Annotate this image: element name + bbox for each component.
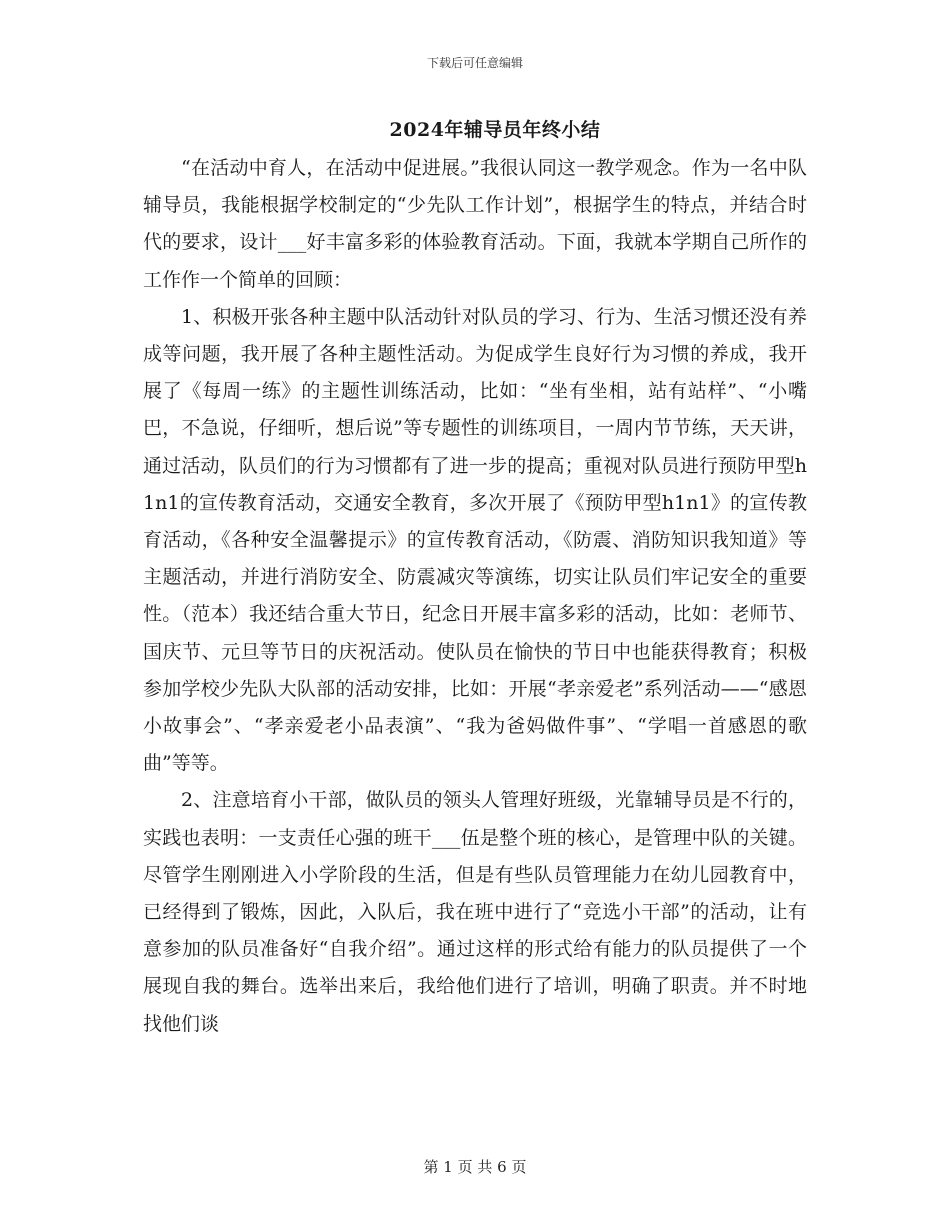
paragraph-activities: 1、积极开张各种主题中队活动针对队员的学习、行为、生活习惯还没有养成等问题，我开展了各种主题性活动。为促成学生良好行为习惯的养成，我开展了《每周一练》的主题性训练活动，比如：“坐有坐相，站有站样”、“小嘴巴，不急说，仔细听，想后说”等专题性的训练项目，一周内节节练，天天讲，通过活动，队员们的行为习惯都有了进一步的提高；重视对队员进行预防甲型h1n1的宣传教育活动，交通安全教育，多次开展了《预防甲型h1n1》的宣传教育活动，《各种安全温馨提示》的宣传教育活动，《防震、消防知识我知道》等主题活动，并进行消防安全、防震减灾等演练，切实让队员们牢记安全的重要性。（范本）我还结合重大节日，纪念日开展丰富多彩的活动，比如：老师节、国庆节、元旦等节日的庆祝活动。使队员在愉快的节日中也能获得教育；积极参加学校少先队大队部的活动安排，比如：开展“孝亲爱老”系列活动——“感恩小故事会”、“孝亲爱老小品表演”、“我为爸妈做件事”、“学唱一首感恩的歌曲”等等。 (143, 305, 807, 775)
page-number: 第 1 页 共 6 页 (423, 1158, 527, 1176)
document-title: 2024年辅导员年终小结 (389, 119, 601, 141)
document-body (143, 150, 807, 1043)
header-note: 下载后可任意编辑 (426, 56, 523, 70)
paragraph-cadres: 2、注意培育小干部，做队员的领头人管理好班级，光靠辅导员是不行的，实践也表明：一支责任心强的班干___伍是整个班的核心，是管理中队的关键。尽管学生刚刚进入小学阶段的生活，但是有些队员管理能力在幼儿园教育中，已经得到了锻炼，因此，入队后，我在班中进行了“竞选小干部”的活动，让有意参加的队员准备好“自我介绍”。通过这样的形式给有能力的队员提供了一个展现自我的舞台。选举出来后，我给他们进行了培训，明确了职责。并不时地找他们谈 (143, 789, 807, 1035)
paragraph-intro: “在活动中育人，在活动中促进展。”我很认同这一教学观念。作为一名中队辅导员，我能根据学校制定的“少先队工作计划”，根据学生的特点，并结合时代的要求，设计___好丰富多彩的体验教育活动。下面，我就本学期自己所作的工作作一个简单的回顾： (143, 157, 807, 291)
